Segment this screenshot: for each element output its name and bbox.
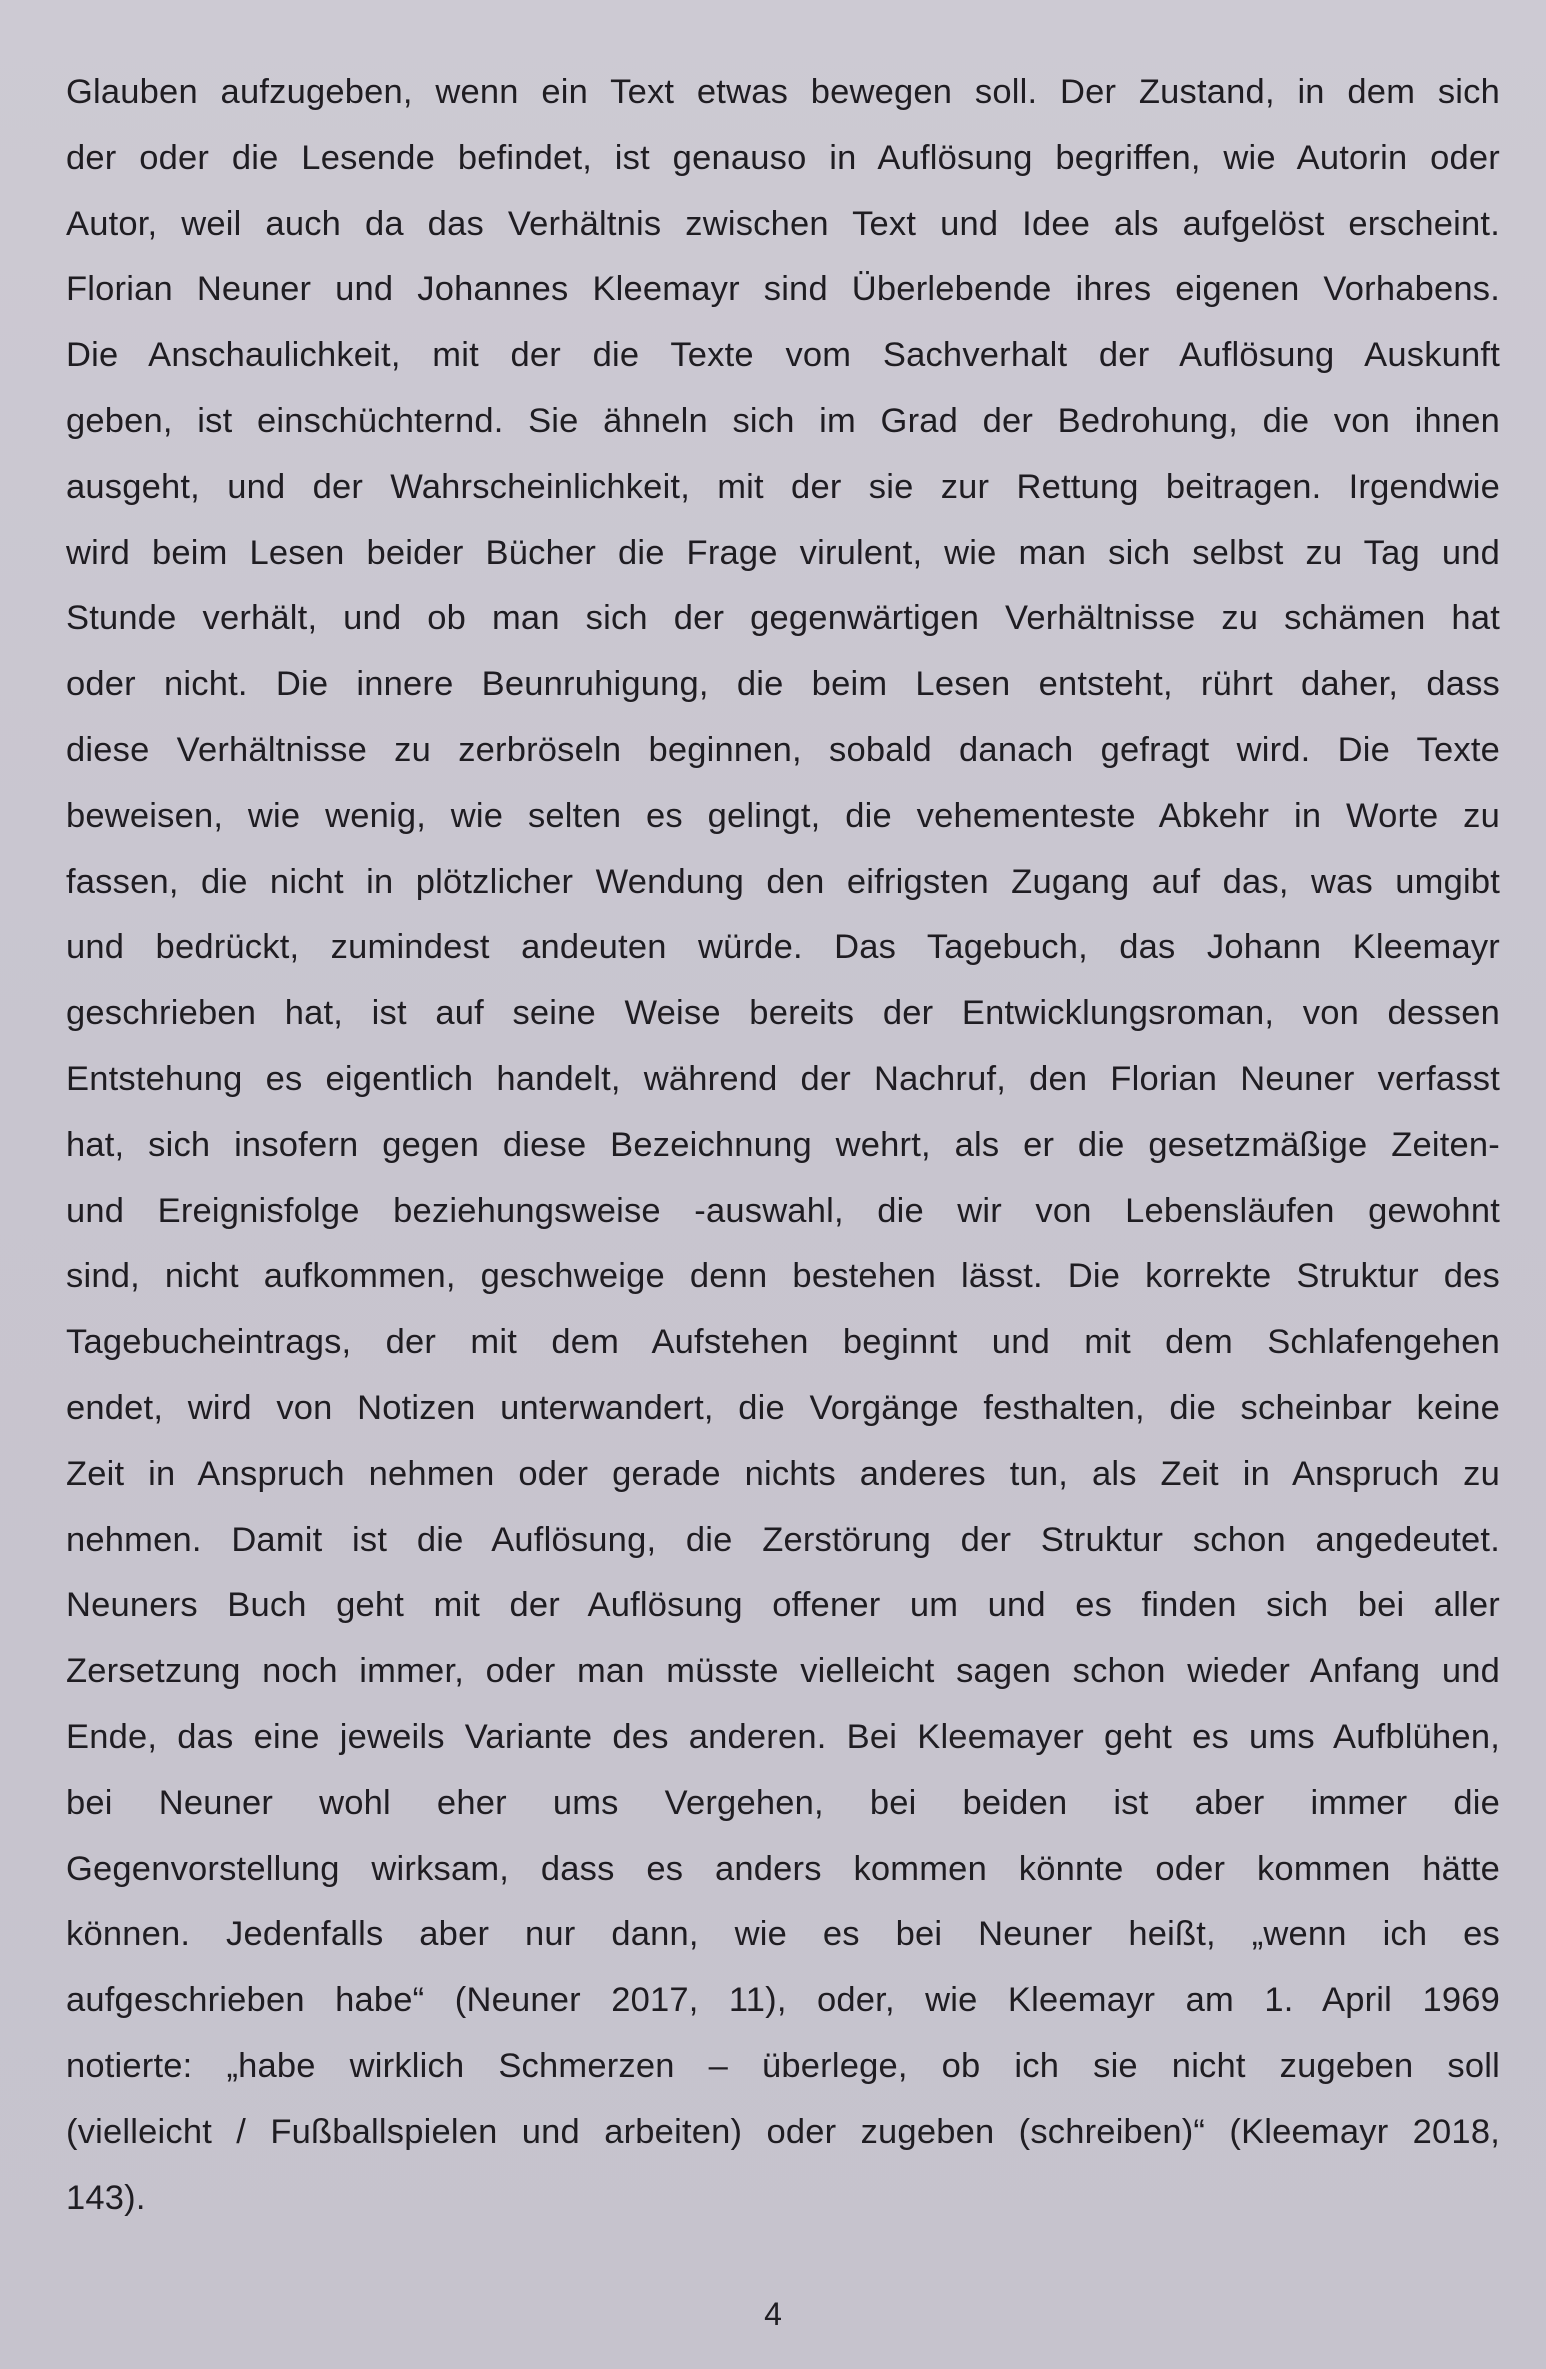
text-line: Tagebucheintrags, der mit dem Aufstehen beginnt und mit dem Schlafengehen bbox=[66, 1323, 1500, 1362]
text-line: Neuners Buch geht mit der Auflösung offener um und es finden sich bei aller bbox=[66, 1586, 1500, 1625]
text-line: beweisen, wie wenig, wie selten es gelingt, die vehementeste Abkehr in Worte zu bbox=[66, 796, 1500, 835]
text-line: hat, sich insofern gegen diese Bezeichnung wehrt, als er die gesetzmäßige Zeiten- bbox=[66, 1125, 1500, 1164]
text-line: (vielleicht / Fußballspielen und arbeiten) oder zugeben (schreiben)“ (Kleemayr 2018, bbox=[66, 2112, 1500, 2151]
text-line: und Ereignisfolge beziehungsweise -auswahl, die wir von Lebensläufen gewohnt bbox=[66, 1191, 1500, 1230]
text-line: Florian Neuner und Johannes Kleemayr sind Überlebende ihres eigenen Vorhabens. bbox=[66, 270, 1500, 309]
text-line: oder nicht. Die innere Beunruhigung, die beim Lesen entsteht, rührt daher, dass bbox=[66, 665, 1500, 704]
text-line: nehmen. Damit ist die Auflösung, die Zerstörung der Struktur schon angedeutet. bbox=[66, 1520, 1500, 1559]
text-line: bei Neuner wohl eher ums Vergehen, bei beiden ist aber immer die bbox=[66, 1783, 1500, 1822]
text-line: notierte: „habe wirklich Schmerzen – überlege, ob ich sie nicht zugeben soll bbox=[66, 2046, 1500, 2085]
text-line: Glauben aufzugeben, wenn ein Text etwas bewegen soll. Der Zustand, in dem sich bbox=[66, 73, 1500, 111]
text-line: wird beim Lesen beider Bücher die Frage virulent, wie man sich selbst zu Tag und bbox=[66, 533, 1500, 572]
text-line: diese Verhältnisse zu zerbröseln beginnen, sobald danach gefragt wird. Die Texte bbox=[66, 730, 1500, 769]
text-line: aufgeschrieben habe“ (Neuner 2017, 11), oder, wie Kleemayr am 1. April 1969 bbox=[66, 1981, 1500, 2020]
text-line: fassen, die nicht in plötzlicher Wendung den eifrigsten Zugang auf das, was umgibt bbox=[66, 862, 1500, 901]
text-line: der oder die Lesende befindet, ist genauso in Auflösung begriffen, wie Autorin oder bbox=[66, 138, 1500, 177]
text-line: Entstehung es eigentlich handelt, während der Nachruf, den Florian Neuner verfasst bbox=[66, 1059, 1500, 1098]
text-line: endet, wird von Notizen unterwandert, die Vorgänge festhalten, die scheinbar keine bbox=[66, 1388, 1500, 1427]
text-line: geschrieben hat, ist auf seine Weise bereits der Entwicklungsroman, von dessen bbox=[66, 994, 1500, 1033]
text-line: und bedrückt, zumindest andeuten würde. Das Tagebuch, das Johann Kleemayr bbox=[66, 928, 1500, 967]
body-paragraph bbox=[66, 60, 1500, 2231]
text-line: Die Anschaulichkeit, mit der die Texte vom Sachverhalt der Auflösung Auskunft bbox=[66, 336, 1500, 375]
text-line: können. Jedenfalls aber nur dann, wie es bei Neuner heißt, „wenn ich es bbox=[66, 1915, 1500, 1954]
text-line-last: 143). bbox=[66, 2178, 146, 2217]
text-line: Zersetzung noch immer, oder man müsste vielleicht sagen schon wieder Anfang und bbox=[66, 1652, 1500, 1691]
text-line: Zeit in Anspruch nehmen oder gerade nichts anderes tun, als Zeit in Anspruch zu bbox=[66, 1454, 1500, 1493]
text-line: sind, nicht aufkommen, geschweige denn bestehen lässt. Die korrekte Struktur des bbox=[66, 1257, 1500, 1296]
page-number: 4 bbox=[764, 2296, 782, 2332]
text-line: ausgeht, und der Wahrscheinlichkeit, mit der sie zur Rettung beitragen. Irgendwie bbox=[66, 467, 1500, 506]
text-line: Ende, das eine jeweils Variante des anderen. Bei Kleemayer geht es ums Aufblühen, bbox=[66, 1717, 1500, 1756]
text-line: Gegenvorstellung wirksam, dass es anders kommen könnte oder kommen hätte bbox=[66, 1849, 1500, 1888]
text-line: Stunde verhält, und ob man sich der gegenwärtigen Verhältnisse zu schämen hat bbox=[66, 599, 1500, 638]
text-line: Autor, weil auch da das Verhältnis zwischen Text und Idee als aufgelöst erscheint. bbox=[66, 204, 1500, 243]
text-line: geben, ist einschüchternd. Sie ähneln sich im Grad der Bedrohung, die von ihnen bbox=[66, 401, 1500, 440]
